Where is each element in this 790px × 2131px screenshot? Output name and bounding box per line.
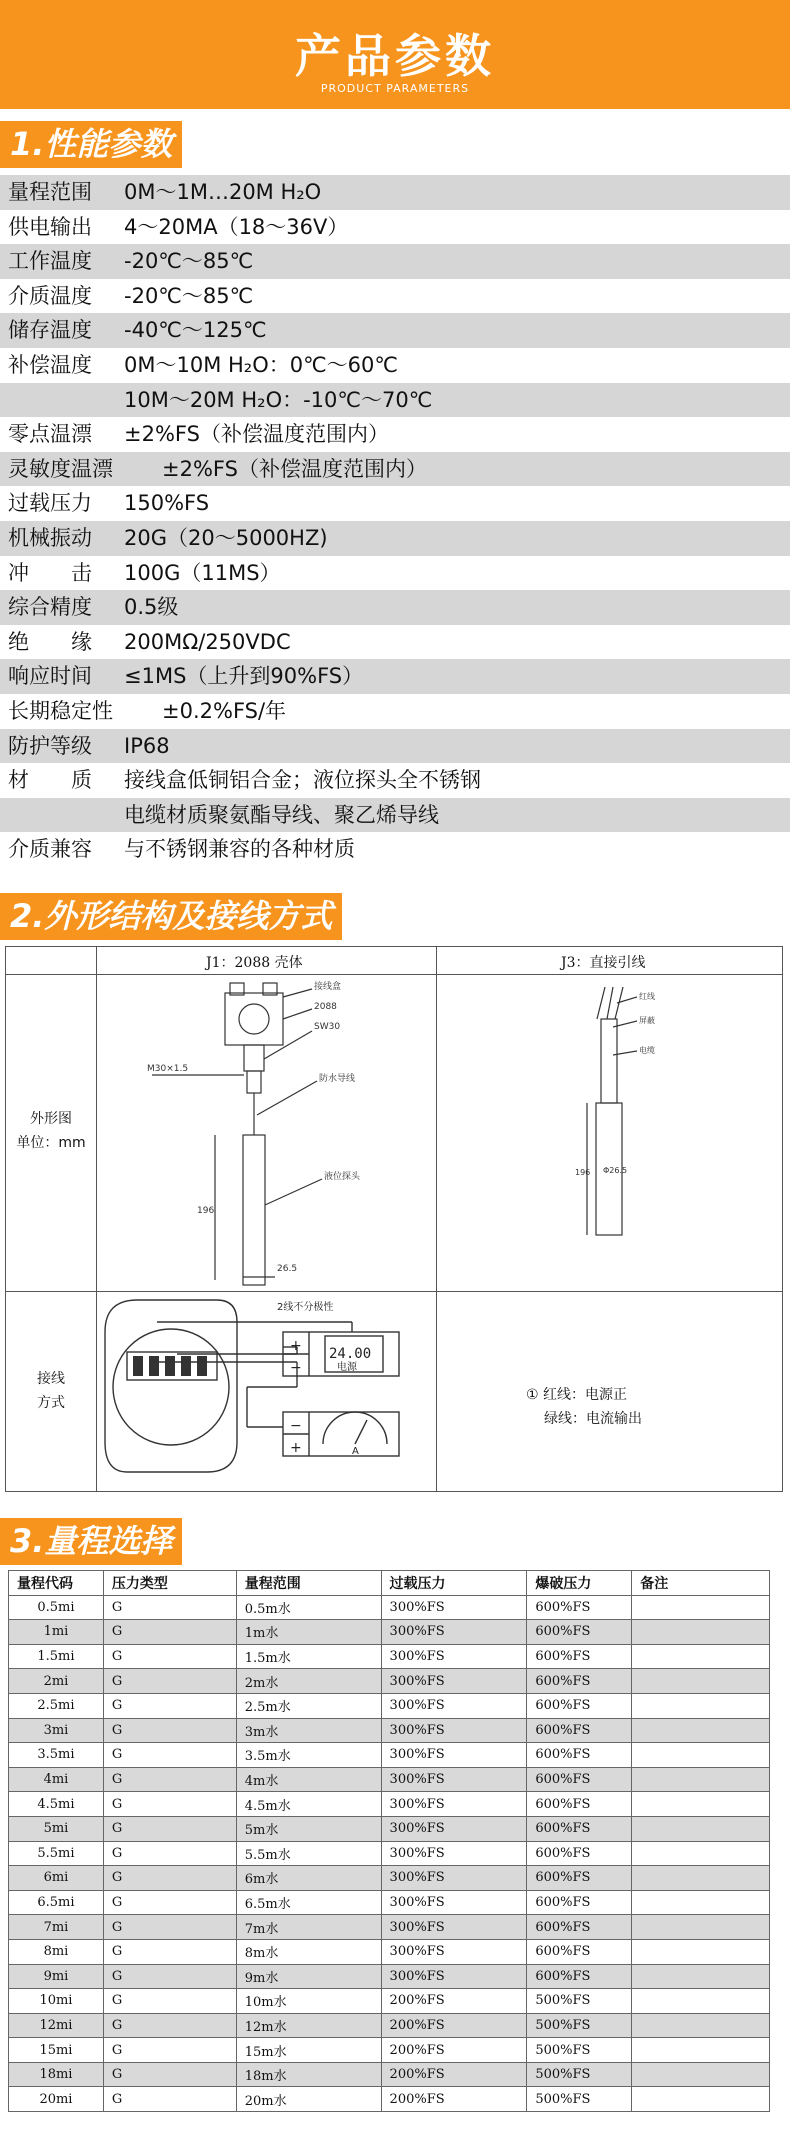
param-value: 200MΩ/250VDC: [124, 629, 291, 654]
table-cell: [632, 2038, 770, 2063]
table-row: [9, 2038, 770, 2063]
table-cell: 9m水: [236, 1964, 381, 1989]
row-label-wiring: [6, 1367, 96, 1415]
param-value: 10M～20M H₂O：-10℃～70℃: [124, 387, 433, 412]
table-cell: G: [103, 1669, 236, 1694]
table-cell: 300%FS: [381, 1816, 527, 1841]
section-1-heading: [0, 121, 182, 168]
param-row: [0, 452, 790, 487]
table-cell: 300%FS: [381, 1964, 527, 1989]
table-cell: G: [103, 2038, 236, 2063]
leader-line: [283, 1009, 312, 1019]
param-label: 供电输出: [8, 214, 92, 239]
meter-minus: −: [290, 1418, 302, 1434]
label-probe-dim: Φ26.5: [603, 1166, 628, 1175]
column-header: 备注: [632, 1571, 770, 1596]
param-row: [0, 417, 790, 452]
param-label: 灵敏度温漂: [8, 456, 113, 481]
meter-plus: +: [290, 1440, 302, 1456]
terminal-screw: [181, 1356, 191, 1376]
label-probe: 液位探头: [324, 1172, 361, 1182]
table-cell: 600%FS: [527, 1693, 632, 1718]
table-cell: 15m水: [236, 2038, 381, 2063]
param-value: 150%FS: [124, 491, 210, 516]
label-model: 2088: [314, 1002, 337, 1012]
table-cell: 200%FS: [381, 2087, 527, 2112]
table-cell: 300%FS: [381, 1841, 527, 1866]
table-cell: 4m水: [236, 1767, 381, 1792]
table-cell: 1.5mi: [9, 1644, 104, 1669]
row-label-outline-a: 外形图: [30, 1111, 72, 1127]
table-cell: 0.5m水: [236, 1595, 381, 1620]
param-label: 介质兼容: [8, 837, 92, 862]
table-cell: [632, 1743, 770, 1768]
table-row: [9, 1816, 770, 1841]
section-1-title: 1.性能参数: [0, 121, 182, 168]
table-cell: [632, 2087, 770, 2112]
table-cell: 300%FS: [381, 1620, 527, 1645]
table-cell: 600%FS: [527, 1743, 632, 1768]
table-cell: 7m水: [236, 1915, 381, 1940]
table-cell: 500%FS: [527, 2062, 632, 2087]
table-cell: 10mi: [9, 1989, 104, 2014]
label-thread: M30×1.5: [147, 1064, 189, 1074]
column-header: 过载压力: [381, 1571, 527, 1596]
table-cell: 200%FS: [381, 1989, 527, 2014]
table-cell: 3.5mi: [9, 1743, 104, 1768]
thread-shape: [247, 1071, 261, 1093]
section-2-title: 2.外形结构及接线方式: [0, 893, 342, 940]
col-title-j1: J1：2088 壳体: [206, 955, 303, 971]
table-cell: 12mi: [9, 2013, 104, 2038]
table-cell: 600%FS: [527, 1939, 632, 1964]
row-label-outline-b: 单位：mm: [16, 1135, 86, 1151]
param-row: [0, 556, 790, 591]
label-lead-a: 红线: [639, 992, 655, 1001]
param-row: [0, 798, 790, 833]
column-header: 量程代码: [9, 1571, 104, 1596]
table-cell: 300%FS: [381, 1890, 527, 1915]
table-cell: 300%FS: [381, 1939, 527, 1964]
label-diameter: 26.5: [277, 1264, 298, 1274]
label-cable: 防水导线: [319, 1074, 356, 1084]
param-label: 过载压力: [8, 491, 92, 516]
param-row: [0, 210, 790, 245]
section-3-title: 3.量程选择: [0, 1518, 182, 1565]
table-cell: 200%FS: [381, 2013, 527, 2038]
param-row: [0, 625, 790, 660]
lead-wire: [597, 987, 605, 1019]
table-cell: 600%FS: [527, 1915, 632, 1940]
table-row: [9, 1866, 770, 1891]
legend-green-wire: 绿线：电流输出: [544, 1411, 642, 1427]
param-label: 零点温漂: [8, 422, 92, 447]
table-cell: G: [103, 1644, 236, 1669]
j3-wiring-legend: [526, 1383, 642, 1431]
table-cell: 600%FS: [527, 1644, 632, 1669]
table-cell: 2.5mi: [9, 1693, 104, 1718]
table-cell: G: [103, 1915, 236, 1940]
table-cell: [632, 1620, 770, 1645]
table-row: [9, 1964, 770, 1989]
table-cell: G: [103, 1964, 236, 1989]
param-label: 防护等级: [8, 733, 92, 758]
table-cell: 300%FS: [381, 1644, 527, 1669]
table-cell: 500%FS: [527, 2038, 632, 2063]
table-cell: G: [103, 1767, 236, 1792]
table-row: [9, 1620, 770, 1645]
table-cell: G: [103, 1841, 236, 1866]
row-label-wiring-b: 方式: [37, 1395, 65, 1411]
table-cell: G: [103, 1595, 236, 1620]
label-box: 接线盒: [314, 982, 342, 992]
table-cell: 600%FS: [527, 1964, 632, 1989]
table-cell: 0.5mi: [9, 1595, 104, 1620]
param-label: 长期稳定性: [8, 698, 113, 723]
leader-line: [257, 1081, 317, 1115]
param-value: 100G（11MS）: [124, 560, 281, 585]
j3-outline-drawing: [437, 975, 782, 1290]
param-row: [0, 175, 790, 210]
param-label: 综合精度: [8, 595, 92, 620]
param-row: [0, 313, 790, 348]
terminal-screw: [133, 1356, 143, 1376]
table-cell: 300%FS: [381, 1866, 527, 1891]
table-cell: 600%FS: [527, 1620, 632, 1645]
table-cell: G: [103, 1620, 236, 1645]
table-cell: 4.5m水: [236, 1792, 381, 1817]
terminal-chamber: [113, 1329, 229, 1445]
table-row: [9, 1669, 770, 1694]
param-value: 接线盒低铜铝合金；液位探头全不锈钢: [124, 768, 481, 793]
param-label: 响应时间: [8, 664, 92, 689]
param-row: [0, 521, 790, 556]
table-cell: G: [103, 1890, 236, 1915]
housing-outline: [105, 1300, 237, 1472]
table-cell: 200%FS: [381, 2038, 527, 2063]
table-row: [9, 1743, 770, 1768]
table-row: [9, 1644, 770, 1669]
table-row: [9, 1890, 770, 1915]
table-cell: 600%FS: [527, 1841, 632, 1866]
param-label: 工作温度: [8, 249, 92, 274]
param-value: 与不锈钢兼容的各种材质: [124, 837, 355, 862]
table-cell: 2.5m水: [236, 1693, 381, 1718]
table-cell: [632, 1718, 770, 1743]
table-cell: G: [103, 1939, 236, 1964]
table-cell: 600%FS: [527, 1866, 632, 1891]
param-row: [0, 244, 790, 279]
param-label: 补偿温度: [8, 352, 92, 377]
page-title: 产品参数: [295, 29, 495, 83]
table-cell: [632, 2062, 770, 2087]
j1-outline-drawing: [97, 975, 435, 1290]
param-label: 介质温度: [8, 283, 92, 308]
param-value: -20℃～85℃: [124, 249, 254, 274]
table-cell: 6.5m水: [236, 1890, 381, 1915]
param-value: 0M～1M…20M H₂O: [124, 180, 322, 204]
column-header: 量程范围: [236, 1571, 381, 1596]
table-cell: 300%FS: [381, 1693, 527, 1718]
table-cell: 18m水: [236, 2062, 381, 2087]
junction-box-shape: [225, 993, 283, 1045]
param-label: 冲 击: [8, 560, 92, 585]
table-cell: 12m水: [236, 2013, 381, 2038]
table-cell: 600%FS: [527, 1767, 632, 1792]
param-value: -40℃～125℃: [124, 318, 267, 343]
param-label: 机械振动: [8, 525, 92, 550]
lead-wire: [607, 987, 613, 1019]
table-cell: 600%FS: [527, 1669, 632, 1694]
table-cell: 5.5mi: [9, 1841, 104, 1866]
table-header-row: [9, 1571, 770, 1596]
table-cell: 9mi: [9, 1964, 104, 1989]
row-label-outline: [6, 1107, 96, 1155]
row-label-wiring-a: 接线: [37, 1371, 65, 1387]
table-cell: [632, 1915, 770, 1940]
table-cell: 600%FS: [527, 1718, 632, 1743]
table-cell: 300%FS: [381, 1915, 527, 1940]
table-row: [9, 1915, 770, 1940]
table-cell: G: [103, 1866, 236, 1891]
param-row: [0, 763, 790, 798]
table-cell: [632, 1989, 770, 2014]
table-cell: [632, 1693, 770, 1718]
table-cell: 300%FS: [381, 1792, 527, 1817]
param-row: [0, 348, 790, 383]
table-cell: 10m水: [236, 1989, 381, 2014]
legend-red-wire: ① 红线：电源正: [526, 1387, 628, 1403]
housing-window: [239, 1004, 269, 1034]
table-row: [9, 1989, 770, 2014]
table-cell: [632, 1644, 770, 1669]
table-cell: 8m水: [236, 1939, 381, 1964]
table-cell: 6.5mi: [9, 1890, 104, 1915]
table-cell: 3m水: [236, 1718, 381, 1743]
table-cell: [632, 1964, 770, 1989]
table-cell: 3.5m水: [236, 1743, 381, 1768]
hex-nut-shape: [244, 1045, 264, 1071]
table-cell: 300%FS: [381, 1595, 527, 1620]
table-cell: 200%FS: [381, 2062, 527, 2087]
table-cell: 5mi: [9, 1816, 104, 1841]
table-cell: G: [103, 1693, 236, 1718]
label-probe-len: 196: [575, 1168, 591, 1177]
page-subtitle: PRODUCT PARAMETERS: [320, 82, 470, 95]
table-cell: [632, 2013, 770, 2038]
j1-wiring-diagram: [97, 1292, 435, 1491]
table-cell: 2mi: [9, 1669, 104, 1694]
param-value: IP68: [124, 733, 170, 758]
table-cell: 4mi: [9, 1767, 104, 1792]
param-value: 0.5级: [124, 595, 179, 620]
structure-wiring-table: [5, 946, 783, 1492]
table-cell: 20m水: [236, 2087, 381, 2112]
terminal-screw: [149, 1356, 159, 1376]
range-selection-table: [8, 1570, 770, 2112]
terminal-screw: [165, 1356, 175, 1376]
param-row: [0, 279, 790, 314]
table-row: [9, 1792, 770, 1817]
param-row: [0, 694, 790, 729]
meter-dial: [323, 1412, 387, 1444]
table-row: [9, 1767, 770, 1792]
table-cell: G: [103, 1816, 236, 1841]
table-cell: 500%FS: [527, 1989, 632, 2014]
table-cell: 3mi: [9, 1718, 104, 1743]
table-cell: 6mi: [9, 1866, 104, 1891]
table-cell: [632, 1669, 770, 1694]
param-label: 量程范围: [8, 180, 92, 204]
param-row: [0, 832, 790, 867]
section-2-heading: [0, 893, 342, 940]
param-value: 0M～10M H₂O：0℃～60℃: [124, 352, 398, 377]
param-label: 绝 缘: [8, 629, 92, 654]
param-row: [0, 383, 790, 418]
table-cell: 600%FS: [527, 1890, 632, 1915]
table-cell: 5.5m水: [236, 1841, 381, 1866]
power-plus: +: [290, 1338, 302, 1354]
table-cell: 300%FS: [381, 1743, 527, 1768]
terminal-screw: [197, 1356, 207, 1376]
table-cell: 8mi: [9, 1939, 104, 1964]
label-wiring-note: 2线不分极性: [277, 1302, 334, 1313]
table-cell: 5m水: [236, 1816, 381, 1841]
param-row: [0, 590, 790, 625]
param-value: ±2%FS（补偿温度范围内）: [124, 422, 389, 447]
column-header: 爆破压力: [527, 1571, 632, 1596]
table-cell: G: [103, 2062, 236, 2087]
table-cell: 4.5mi: [9, 1792, 104, 1817]
param-row: [0, 659, 790, 694]
label-lead-c: 电缆: [639, 1046, 655, 1055]
power-display-value: 24.00: [329, 1346, 372, 1362]
table-cell: 500%FS: [527, 2013, 632, 2038]
table-cell: 300%FS: [381, 1767, 527, 1792]
table-cell: 600%FS: [527, 1595, 632, 1620]
table-cell: 300%FS: [381, 1718, 527, 1743]
power-display-label: 电源: [337, 1362, 357, 1373]
table-cell: [632, 1792, 770, 1817]
table-row: [9, 1718, 770, 1743]
table-cell: 7mi: [9, 1915, 104, 1940]
table-cell: G: [103, 2013, 236, 2038]
table-cell: 1mi: [9, 1620, 104, 1645]
table-cell: [632, 1890, 770, 1915]
table-cell: 600%FS: [527, 1792, 632, 1817]
meter-unit: A: [352, 1446, 359, 1457]
cable-shape: [601, 1019, 617, 1103]
leader-line: [283, 989, 312, 997]
table-cell: G: [103, 1718, 236, 1743]
param-row: [0, 486, 790, 521]
param-value: ±0.2%FS/年: [162, 698, 287, 723]
table-cell: G: [103, 1792, 236, 1817]
table-cell: [632, 1767, 770, 1792]
table-cell: [632, 1841, 770, 1866]
table-cell: 15mi: [9, 2038, 104, 2063]
section-3-heading: [0, 1518, 182, 1565]
table-cell: G: [103, 1989, 236, 2014]
table-cell: [632, 1595, 770, 1620]
label-lead-b: 屏蔽: [639, 1016, 655, 1025]
header-banner: [0, 0, 790, 109]
table-cell: 6m水: [236, 1866, 381, 1891]
table-cell: G: [103, 2087, 236, 2112]
table-row: [9, 1841, 770, 1866]
label-length: 196: [197, 1206, 215, 1216]
param-label: 储存温度: [8, 318, 92, 343]
param-label: 材 质: [8, 768, 92, 793]
table-cell: [632, 1816, 770, 1841]
column-header: 压力类型: [103, 1571, 236, 1596]
param-row: [0, 729, 790, 764]
table-cell: [632, 1866, 770, 1891]
table-cell: 20mi: [9, 2087, 104, 2112]
table-row: [9, 1595, 770, 1620]
table-row: [9, 2087, 770, 2112]
leader-line: [265, 1179, 322, 1205]
param-value: 4～20MA（18～36V）: [124, 214, 349, 239]
meter-needle: [355, 1420, 367, 1444]
probe-shape: [243, 1135, 265, 1285]
table-cell: 1m水: [236, 1620, 381, 1645]
col-title-j3: J3：直接引线: [561, 955, 646, 971]
param-value: ±2%FS（补偿温度范围内）: [162, 456, 427, 481]
table-cell: 2m水: [236, 1669, 381, 1694]
table-cell: G: [103, 1743, 236, 1768]
table-cell: [632, 1939, 770, 1964]
param-value: 20G（20～5000HZ): [124, 525, 328, 550]
power-minus: −: [290, 1360, 302, 1376]
table-row: [9, 2013, 770, 2038]
table-row: [9, 1939, 770, 1964]
table-cell: 500%FS: [527, 2087, 632, 2112]
label-sw: SW30: [314, 1022, 341, 1032]
table-row: [9, 2062, 770, 2087]
table-cell: 300%FS: [381, 1669, 527, 1694]
param-value: ≤1MS（上升到90%FS）: [124, 664, 364, 689]
performance-params-list: [0, 175, 790, 867]
param-value: -20℃～85℃: [124, 283, 254, 308]
table-cell: 1.5m水: [236, 1644, 381, 1669]
table-row: [9, 1693, 770, 1718]
param-value: 电缆材质聚氨酯导线、聚乙烯导线: [124, 802, 439, 827]
table-cell: 600%FS: [527, 1816, 632, 1841]
table-cell: 18mi: [9, 2062, 104, 2087]
